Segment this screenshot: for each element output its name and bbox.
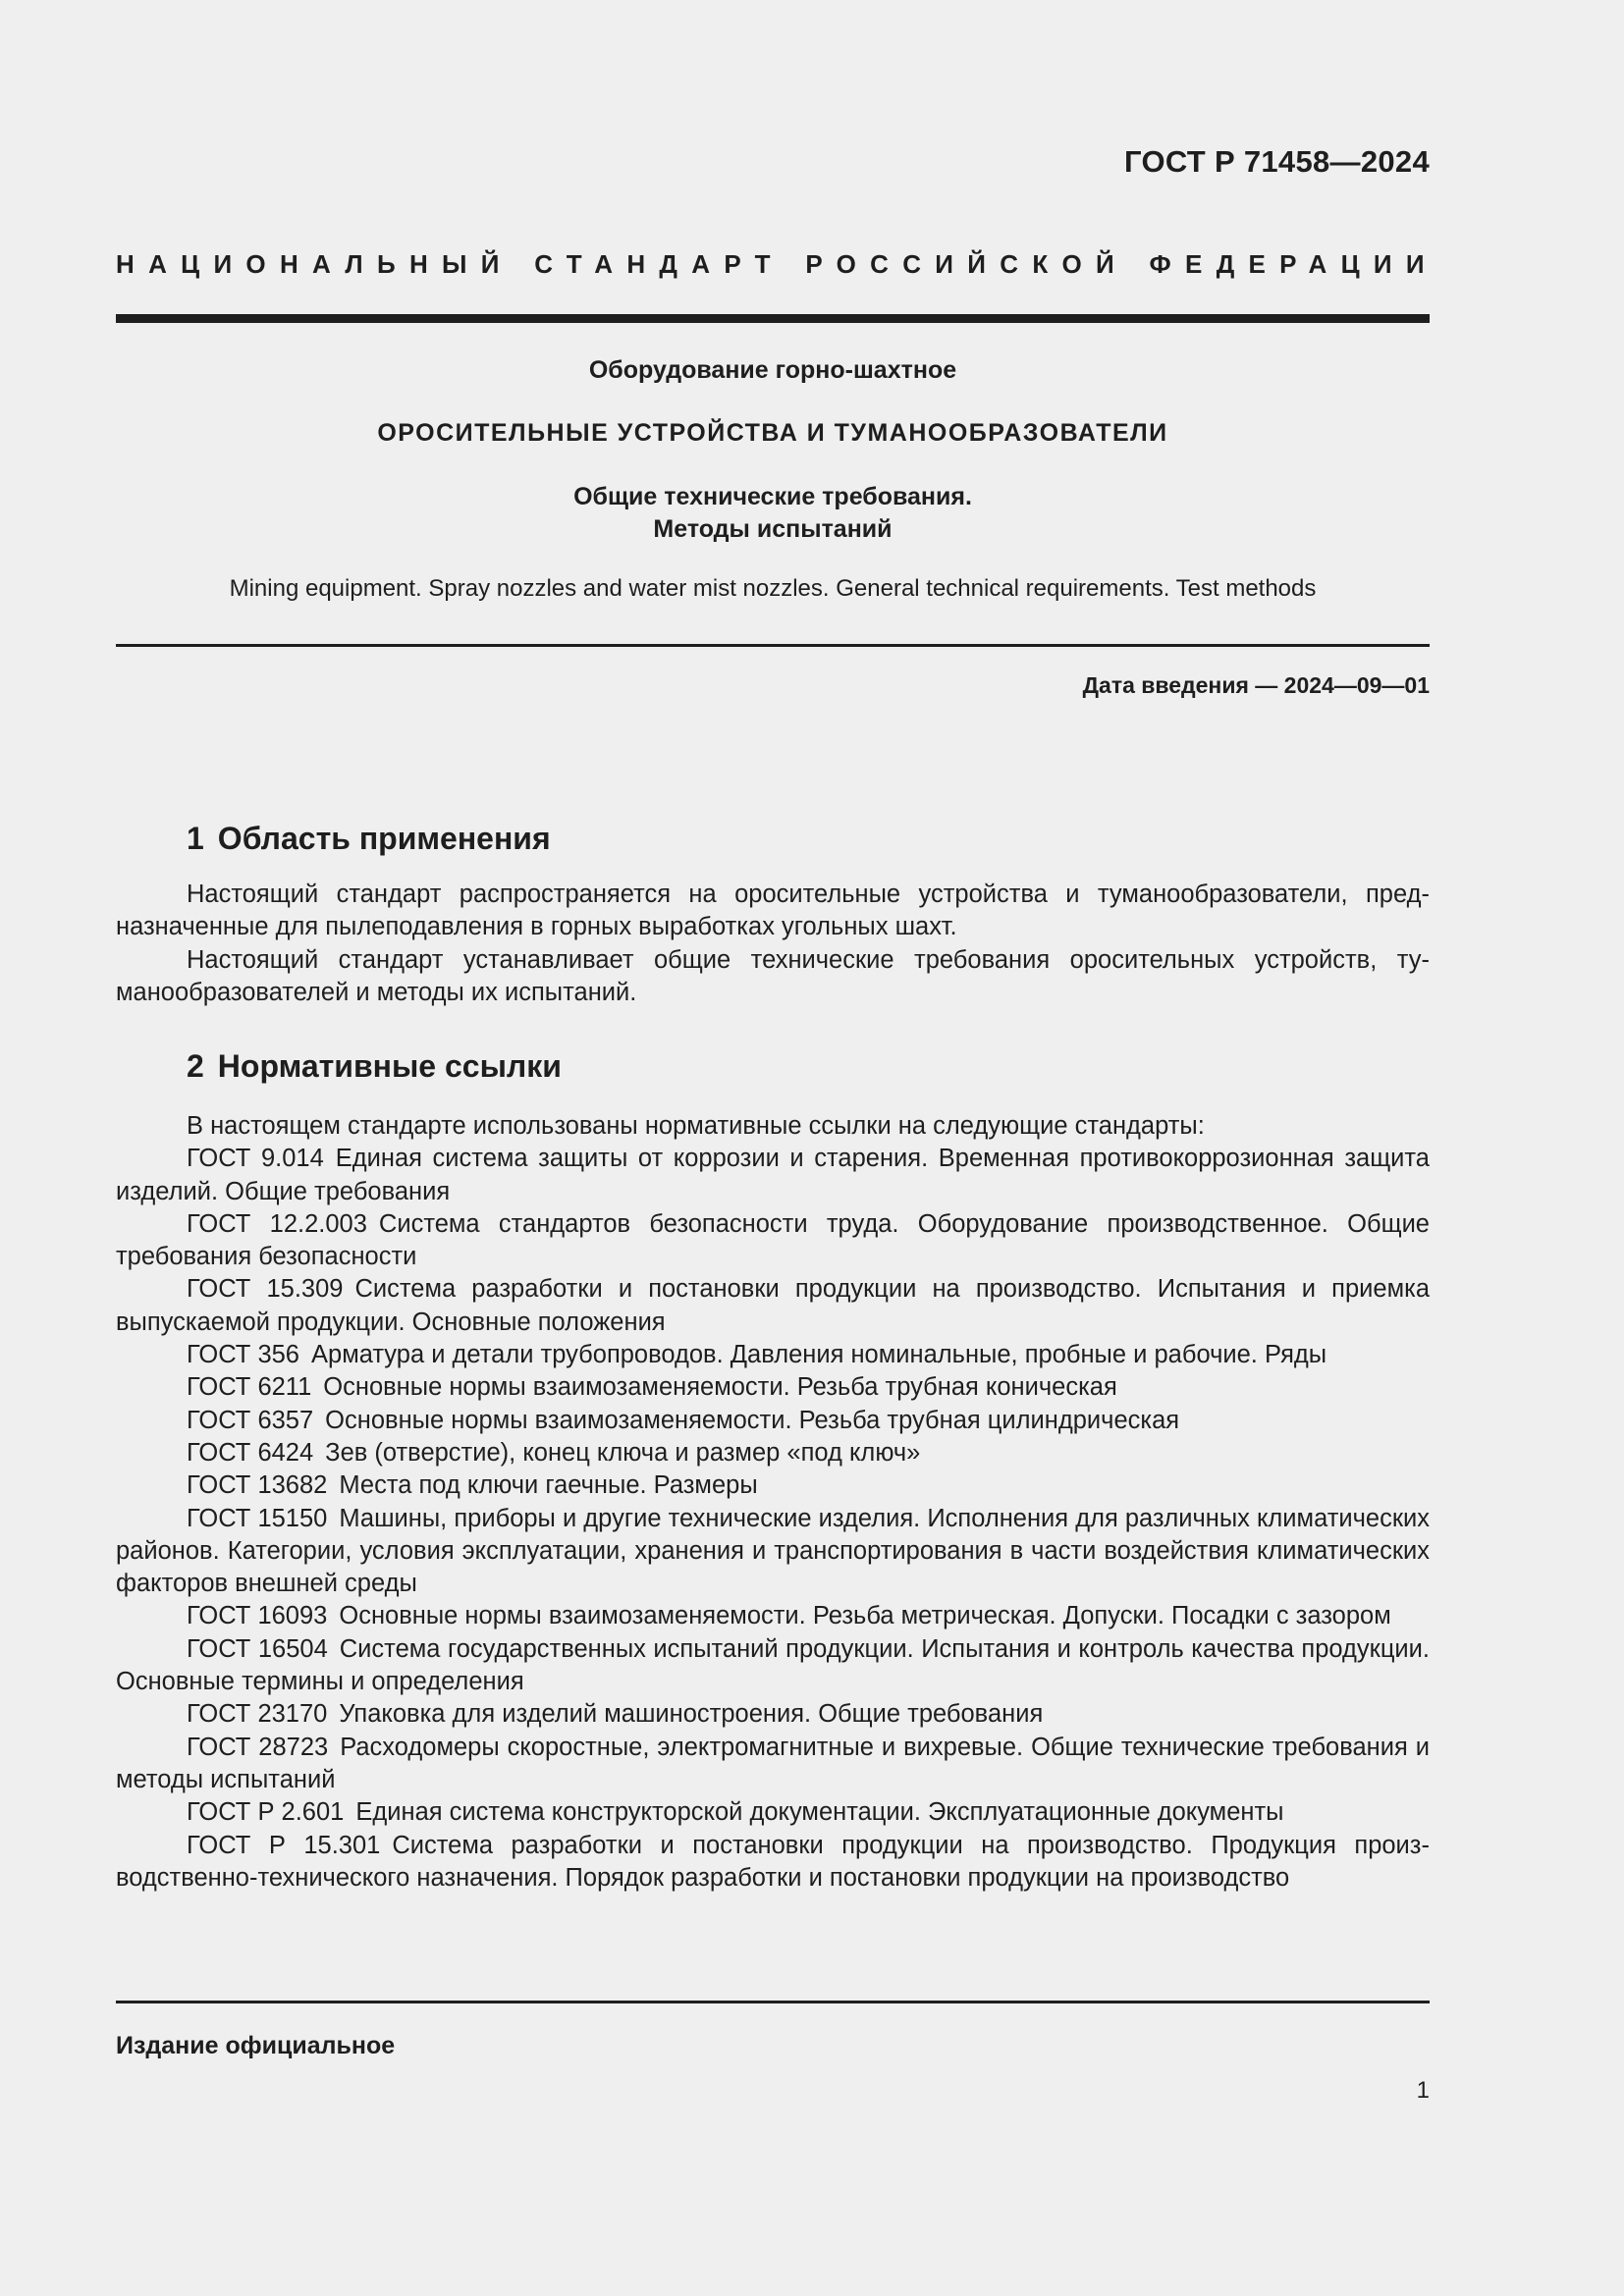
reference-item <box>116 1405 1430 1437</box>
title-sub-line2: Методы испытаний <box>653 515 893 543</box>
section-2-body <box>116 1110 1430 1895</box>
reference-code: ГОСТ 13682 <box>187 1471 328 1500</box>
reference-code: ГОСТ 23170 <box>187 1700 328 1729</box>
section-1-paragraph: Настоящий стандарт устанавливает общие технические требования оросительных устройств, туманообразователей и методы их испытаний. <box>116 945 1430 1006</box>
footer-divider <box>116 2001 1430 2003</box>
reference-item <box>116 1437 1430 1469</box>
reference-item <box>116 1600 1430 1632</box>
reference-code: ГОСТ 9.014 <box>187 1145 324 1173</box>
reference-code: ГОСТ Р 2.601 <box>187 1798 345 1827</box>
reference-text: Единая система защиты от коррозии и старения. Временная противокоррозионная защита изделий. Общие требования <box>116 1145 1430 1205</box>
reference-item <box>116 1143 1430 1208</box>
reference-item <box>116 1633 1430 1699</box>
reference-text: Система стандартов безопасности труда. Оборудование производственное. Общие требования безопасности <box>116 1209 1430 1271</box>
reference-item <box>116 1732 1430 1797</box>
section-1-heading <box>187 821 551 857</box>
section-1-paragraph: Настоящий стандарт распространяется на оросительные устройства и туманообразователи, предназначенные для пылеподавления в горных выработках угольных шахт. <box>116 881 1430 941</box>
reference-code: ГОСТ 16093 <box>187 1602 328 1630</box>
reference-code: ГОСТ 15.309 <box>187 1275 344 1304</box>
reference-code: ГОСТ 28723 <box>187 1733 329 1761</box>
section-1-title: Область применения <box>217 821 551 856</box>
reference-item <box>116 1273 1430 1339</box>
reference-item <box>116 1339 1430 1371</box>
reference-text: Упаковка для изделий машиностроения. Общие требования <box>339 1700 1044 1729</box>
reference-code: ГОСТ 6357 <box>187 1406 314 1434</box>
reference-code: ГОСТ 12.2.003 <box>187 1209 367 1238</box>
title-category: Оборудование горно-шахтное <box>588 356 957 384</box>
reference-text: Система разработки и постановки продукции на производство. Продукция производственно-технического назначения. Порядок разработки и постановки продукции на производство <box>116 1831 1430 1892</box>
reference-item <box>116 1796 1430 1829</box>
title-main: ОРОСИТЕЛЬНЫЕ УСТРОЙСТВА И ТУМАНООБРАЗОВАТЕЛИ <box>377 419 1168 447</box>
reference-text: Основные нормы взаимозаменяемости. Резьба метрическая. Допуски. Посадки с зазором <box>339 1602 1391 1630</box>
section-2-title: Нормативные ссылки <box>217 1048 562 1084</box>
section-2-heading <box>187 1048 562 1085</box>
title-divider <box>116 644 1430 647</box>
reference-code: ГОСТ Р 15.301 <box>187 1831 381 1859</box>
reference-item <box>116 1208 1430 1274</box>
reference-item <box>116 1698 1430 1731</box>
reference-item <box>116 1371 1430 1404</box>
reference-text: Система государственных испытаний продукции. Испытания и контроль качества продукции. Основные термины и определения <box>116 1634 1430 1696</box>
title-sub-line1: Общие технические требования. <box>573 483 972 510</box>
title-english: Mining equipment. Spray nozzles and water mist nozzles. General technical requirements. Test methods <box>229 575 1317 602</box>
reference-text: Основные нормы взаимозаменяемости. Резьба трубная коническая <box>323 1373 1117 1402</box>
reference-text: Основные нормы взаимозаменяемости. Резьба трубная цилиндрическая <box>325 1406 1180 1434</box>
reference-code: ГОСТ 16504 <box>187 1634 328 1663</box>
reference-code: ГОСТ 6211 <box>187 1373 312 1402</box>
reference-text: Единая система конструкторской документации. Эксплуатационные документы <box>355 1798 1284 1827</box>
reference-code: ГОСТ 15150 <box>187 1504 328 1532</box>
reference-text: Система разработки и постановки продукции на производство. Испытания и приемка выпускаемой продукции. Основные положения <box>116 1275 1430 1336</box>
references-intro: В настоящем стандарте использованы нормативные ссылки на следующие стандарты: <box>187 1112 1205 1140</box>
section-2-number: 2 <box>187 1048 204 1084</box>
section-1-body <box>116 879 1430 1009</box>
document-page <box>116 0 1438 2296</box>
reference-text: Зев (отверстие), конец ключа и размер «под ключ» <box>325 1438 921 1467</box>
official-edition-label: Издание официальное <box>116 2032 396 2059</box>
standard-number: ГОСТ Р 71458—2024 <box>1124 144 1430 179</box>
page-number: 1 <box>1416 2077 1430 2104</box>
header-divider <box>116 314 1430 323</box>
reference-text: Места под ключи гаечные. Размеры <box>339 1471 758 1500</box>
national-standard-title: НАЦИОНАЛЬНЫЙ СТАНДАРТ РОССИЙСКОЙ ФЕДЕРАЦИИ <box>116 249 1438 279</box>
reference-item <box>116 1469 1430 1502</box>
reference-text: Машины, приборы и другие технические изделия. Исполнения для различных климатических районов. Категории, условия эксплуатации, хранения и транспортирования в части воздействия климатических факторов внешней среды <box>116 1504 1430 1598</box>
reference-item <box>116 1830 1430 1896</box>
reference-code: ГОСТ 356 <box>187 1341 299 1369</box>
section-1-number: 1 <box>187 821 204 856</box>
reference-code: ГОСТ 6424 <box>187 1438 314 1467</box>
reference-text: Арматура и детали трубопроводов. Давления номинальные, пробные и рабочие. Ряды <box>311 1341 1327 1369</box>
introduction-date: Дата введения — 2024—09—01 <box>1082 672 1430 698</box>
reference-text: Расходомеры скоростные, электромагнитные и вихревые. Общие технические требования и методы испытаний <box>116 1733 1430 1793</box>
reference-item <box>116 1503 1430 1601</box>
